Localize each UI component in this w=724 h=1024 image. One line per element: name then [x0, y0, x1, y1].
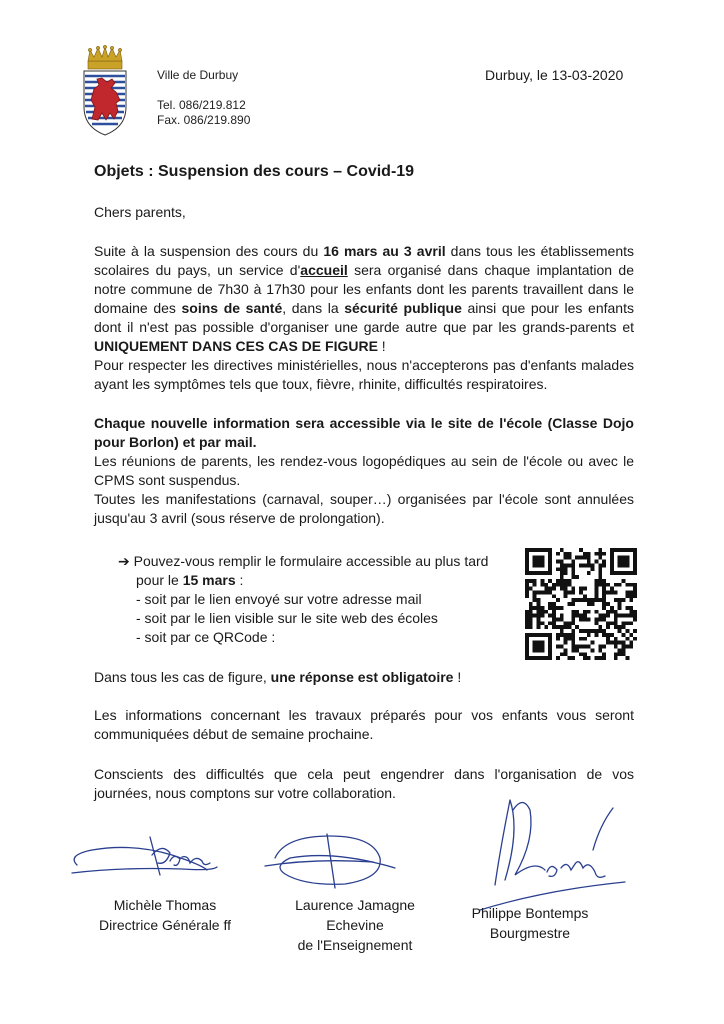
signatory-name: Laurence Jamagne [295, 897, 415, 913]
option-website-link: - soit par le lien visible sur le site web des écoles [136, 610, 438, 626]
signatory-name: Michèle Thomas [113, 897, 217, 913]
greeting: Chers parents, [94, 204, 186, 220]
signatory-name: Philippe Bontemps [471, 905, 589, 921]
signatory-1 [85, 895, 245, 935]
letter-date: Durbuy, le 13-03-2020 [485, 67, 624, 83]
paragraph-2: Chaque nouvelle information sera accessible via le site de l'école (Classe Dojo pour Borlon) et par mail. Les réunions de parents, les rendez-vous logopédiques au sein de l'école ou avec le CPMS sont suspendus. Toutes les manifestations (carnaval, souper…) organisées par l'école sont annulées jusqu'au 3 avril (sous réserve de prolongation). [94, 415, 634, 526]
paragraph-1: Suite à la suspension des cours du 16 mars au 3 avril dans tous les établissements scolaires du pays, un service d'accueil sera organisé dans chaque implantation de notre commune de 7h30 à 17h30 pour les enfants dont les parents travaillent dans le domaine des soins de santé, dans la sécurité publique ainsi que pour les enfants dont il n'est pas possible d'organiser une garde autre que par les grands-parents et UNIQUEMENT DANS CES CAS DE FIGURE ! Pour respecter les directives ministérielles, nous n'accepterons pas d'enfants malades ayant les symptômes tels que toux, fièvre, rhinite, difficultés respiratoires. [94, 243, 634, 392]
fax-number: Fax. 086/219.890 [157, 113, 251, 127]
letter-subject: Objets : Suspension des cours – Covid-19 [94, 163, 415, 180]
coat-of-arms-logo [80, 45, 130, 137]
signature-bontemps [475, 790, 635, 920]
signatory-role: Bourgmestre [489, 925, 571, 941]
phone-number: Tel. 086/219.812 [157, 98, 246, 112]
signature-thomas [62, 825, 222, 895]
signatory-2 [275, 895, 435, 955]
paragraph-5: Conscients des difficultés que cela peut engendrer dans l'organisation de vos journées, nous comptons sur votre collaboration. [94, 766, 634, 801]
paragraph-4: Les informations concernant les travaux préparés pour vos enfants vous seront communiquées début de semaine prochaine. [94, 707, 634, 742]
option-mail-link: - soit par le lien envoyé sur votre adresse mail [136, 591, 422, 607]
signatory-role-detail: de l'Enseignement [297, 937, 413, 953]
signature-jamagne [255, 828, 405, 893]
paragraph-3: Dans tous les cas de figure, une réponse est obligatoire ! [94, 669, 462, 685]
form-instruction-block: ➔ Pouvez-vous remplir le formulaire accessible au plus tard pour le 15 mars : - soit par le lien envoyé sur votre adresse mail - soit par le lien visible sur le site web des écoles - soit par ce QRCode : [118, 552, 518, 647]
option-qrcode: - soit par ce QRCode : [136, 629, 276, 645]
signatory-3 [450, 903, 610, 943]
signatory-role: Directrice Générale ff [98, 917, 231, 933]
qr-code [525, 548, 637, 660]
signatory-role: Echevine [326, 917, 384, 933]
arrow-icon: ➔ [118, 553, 130, 569]
municipality-name: Ville de Durbuy [157, 68, 239, 82]
